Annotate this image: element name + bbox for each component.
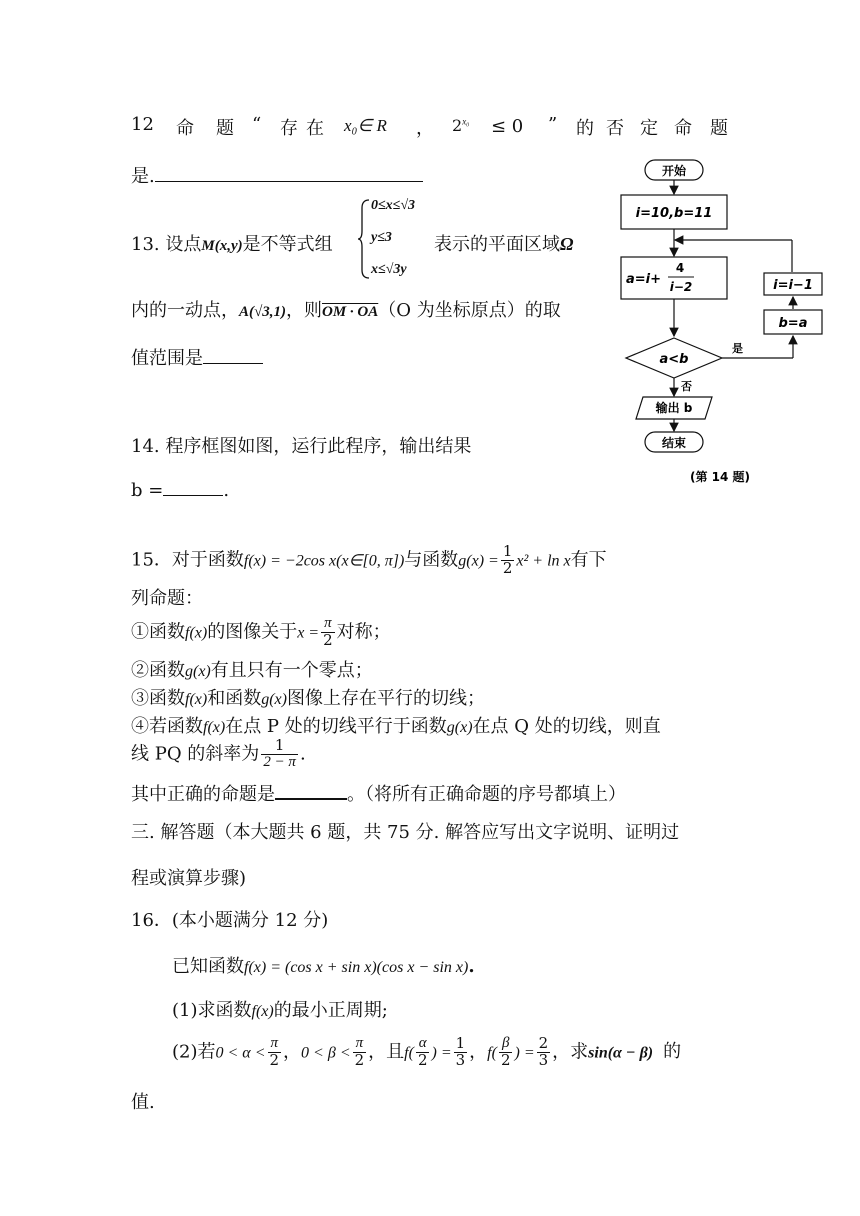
q15-p4-c: 在点 Q 处的切线，则直 <box>472 716 661 737</box>
q12-line1 <box>131 114 154 135</box>
flow-decision-label: a<b <box>659 352 689 367</box>
q15-p1-a: ①函数 <box>131 621 185 643</box>
q15-prop1 <box>131 616 391 649</box>
q13-line3 <box>131 344 263 370</box>
q16-comma: ， <box>283 1041 302 1063</box>
q14-line1: 14. 程序框图如图，运行此程序，输出结果 <box>131 436 472 457</box>
q15-p4-a: ④若函数 <box>131 716 203 737</box>
q15-p3-a: ③函数 <box>131 688 185 709</box>
q15-g-rest: x² + ln x <box>516 552 571 570</box>
q13-dot-product: OM · OA <box>321 304 379 320</box>
q16-given-end: . <box>468 956 475 977</box>
frac-num: 1 <box>261 738 298 755</box>
q16-eq: ) = <box>431 1044 452 1062</box>
q13-line1-tail <box>434 230 573 256</box>
q15-p3-c: 图像上存在平行的切线； <box>286 688 485 709</box>
q12-line2 <box>131 162 423 188</box>
q12-char: 的 <box>576 118 594 139</box>
q15-prop4-line2 <box>131 738 306 771</box>
q15-gx: g(x) <box>185 663 211 680</box>
q14-answer-blank <box>163 495 223 496</box>
q16-and: ，且 <box>368 1041 405 1063</box>
q12-x0-in-r: x₀∈ R <box>344 116 387 135</box>
q15-line2: 列命题： <box>131 588 203 609</box>
q15-fx: f(x) <box>185 691 208 708</box>
flowchart <box>612 152 852 492</box>
q12-char: ” <box>548 114 558 135</box>
q13-point-a: A(√3,1) <box>239 304 286 320</box>
q12-char: 定 <box>640 118 658 139</box>
q15-p1-x: x = <box>297 624 320 642</box>
q15-f-def: f(x) = −2cos x(x∈[0, π]) <box>243 552 405 570</box>
frac-den: 2 <box>323 630 333 649</box>
q15-fx: f(x) <box>203 719 226 736</box>
q16-f-open: f( <box>404 1044 414 1062</box>
frac-den: 3 <box>538 1050 549 1069</box>
q12-line2-text: 是. <box>131 166 155 187</box>
q15-ans-a: 其中正确的命题是 <box>131 784 275 805</box>
q15-pi-over-2 <box>321 616 335 649</box>
q15-and: 与函数 <box>404 549 459 571</box>
q12-pow-exp: x₀ <box>462 116 470 127</box>
q13-ineq-3: x≤√3y <box>371 262 407 277</box>
q15-prop2 <box>131 656 373 682</box>
frac-den: 2 <box>502 558 513 577</box>
q16-eq: ) = <box>514 1044 535 1062</box>
frac-den: 2 <box>500 1050 511 1069</box>
q13-line1 <box>131 230 333 256</box>
frac-num: π <box>321 616 335 633</box>
q15-p4-b: 在点 P 处的切线平行于函数 <box>225 716 447 737</box>
q16-two-thirds <box>537 1036 551 1069</box>
q15-p3-b: 和函数 <box>207 688 262 709</box>
q16-p1-a: (1)求函数 <box>172 1000 252 1021</box>
q15-gx: g(x) <box>446 719 473 736</box>
q15-g-lhs: g(x) = <box>458 552 499 570</box>
q13-lead: 设点 <box>165 234 202 255</box>
q15-p1-b: 的图像关于 <box>207 621 298 643</box>
q16-ask: ，求 <box>552 1041 589 1063</box>
q16-given-f: f(x) = (cos x + sin x)(cos x − sin x) <box>244 959 469 976</box>
q12-char: 命 <box>674 118 692 139</box>
q15-prop4 <box>131 712 661 738</box>
frac-num: π <box>268 1036 282 1053</box>
flow-init-label: i=10,b=11 <box>635 206 713 221</box>
q15-answer-line <box>131 780 626 806</box>
q16-de: 的 <box>663 1041 682 1063</box>
flow-assign-a-den: i−2 <box>669 280 693 294</box>
q13-answer-blank <box>203 363 263 364</box>
q12-comma: ， <box>416 118 434 139</box>
q13-line2-c: （O 为坐标原点）的取 <box>378 300 561 321</box>
q16-heading: 16．(本小题满分 12 分) <box>131 910 329 931</box>
q14-b-eq: b = <box>131 480 164 501</box>
q16-ineq1: 0 < α < <box>215 1044 266 1062</box>
q15-line1 <box>131 544 607 577</box>
q15-p4-end: . <box>299 743 306 765</box>
q15-ans-b: 。（将所有正确命题的序号都填上） <box>347 784 626 805</box>
q13-number: 13. <box>131 234 160 255</box>
flow-start-label: 开始 <box>661 164 687 178</box>
q15-prop3 <box>131 684 485 710</box>
q16-p2-a: (2)若 <box>172 1041 216 1063</box>
q16-comma: ， <box>469 1041 488 1063</box>
frac-num: π <box>353 1036 367 1053</box>
q15-slope <box>261 738 298 771</box>
flow-assign-a-prefix: a=i+ <box>626 272 662 287</box>
q13-ineq-1: 0≤x≤√3 <box>371 198 416 213</box>
q13-brace <box>357 198 371 280</box>
q13-line2 <box>131 296 561 322</box>
q16-sin-expr: sin(α − β) <box>588 1044 654 1062</box>
q13-after: 表示的平面区域 <box>434 234 560 255</box>
q14-line2 <box>131 480 229 501</box>
section3-line1: 三. 解答题（本大题共 6 题，共 75 分. 解答应写出文字说明、证明过 <box>131 822 680 843</box>
q16-alpha-half <box>416 1036 430 1069</box>
q13-line2-a: 内的一动点， <box>131 300 239 321</box>
q12-power <box>452 116 469 135</box>
frac-den: 3 <box>455 1050 466 1069</box>
flow-yes-label: 是 <box>732 342 743 355</box>
q13-line2-b: ，则 <box>285 300 322 321</box>
q12-char: 题 <box>216 118 234 139</box>
q12-char: 题 <box>710 118 728 139</box>
flow-b-assign-label: b=a <box>778 316 808 331</box>
flow-output-label: 输出 b <box>655 401 693 415</box>
q16-p1-b: 的最小正周期; <box>273 1000 388 1021</box>
frac-den: 2 <box>417 1050 428 1069</box>
q15-line1-end: 有下 <box>570 549 607 571</box>
q13-mid: 是不等式组 <box>242 234 333 255</box>
q15-p2-b: 有且只有一个零点； <box>210 660 373 681</box>
q16-pi-over-2 <box>268 1036 282 1069</box>
flow-assign-a-num: 4 <box>675 261 685 275</box>
q16-ineq2: 0 < β < <box>301 1044 351 1062</box>
q15-g-half <box>501 544 515 577</box>
q16-beta-half <box>499 1036 513 1069</box>
q15-p4-d: 线 PQ 的斜率为 <box>131 743 260 765</box>
q12-answer-blank <box>155 181 423 182</box>
q16-given-a: 已知函数 <box>172 956 244 977</box>
q15-lead: 15．对于函数 <box>131 549 244 571</box>
frac-num: α <box>416 1036 430 1053</box>
q16-one-third <box>454 1036 468 1069</box>
q16-f-open: f( <box>487 1044 497 1062</box>
q16-part2 <box>172 1036 681 1069</box>
q15-answer-blank <box>275 798 347 800</box>
section3-line2: 程或演算步骤) <box>131 868 247 889</box>
q16-last-line: 值. <box>131 1092 155 1113</box>
flow-i-dec-label: i=i−1 <box>773 278 813 293</box>
q15-p1-c: 对称； <box>336 621 391 643</box>
q13-omega: Ω <box>560 234 574 254</box>
q13-point: M(x,y) <box>201 238 243 254</box>
frac-num: β <box>499 1036 513 1053</box>
frac-den: 2 <box>354 1050 365 1069</box>
q12-char: 命 <box>176 118 194 139</box>
q15-p2-a: ②函数 <box>131 660 185 681</box>
frac-den: 2 <box>269 1050 280 1069</box>
flow-caption: (第 14 题) <box>689 470 751 484</box>
q16-pi-over-2 <box>353 1036 367 1069</box>
q16-given <box>172 952 475 978</box>
q12-char: “ <box>252 114 262 135</box>
q12-pow-base: 2 <box>452 116 463 135</box>
q15-fx: f(x) <box>185 624 208 642</box>
q14-period: . <box>223 480 230 501</box>
q13-line3-text: 值范围是 <box>131 348 203 369</box>
flow-no-label: 否 <box>681 380 692 393</box>
q12-char: 在 <box>306 118 324 139</box>
q16-p1-f: f(x) <box>251 1003 274 1020</box>
frac-num: 1 <box>455 1034 466 1052</box>
q13-ineq-2: y≤3 <box>371 230 392 245</box>
q12-char: 存 <box>280 118 298 139</box>
q12-char: 否 <box>606 118 624 139</box>
q16-part1 <box>172 996 388 1022</box>
q15-gx: g(x) <box>261 691 287 708</box>
flow-end-label: 结束 <box>661 436 687 450</box>
frac-den: 2 − π <box>263 753 296 770</box>
frac-num: 1 <box>502 542 513 560</box>
q12-le0: ≤ 0 <box>491 116 524 137</box>
q12-number: 12 <box>131 114 154 135</box>
frac-num: 2 <box>538 1034 549 1052</box>
